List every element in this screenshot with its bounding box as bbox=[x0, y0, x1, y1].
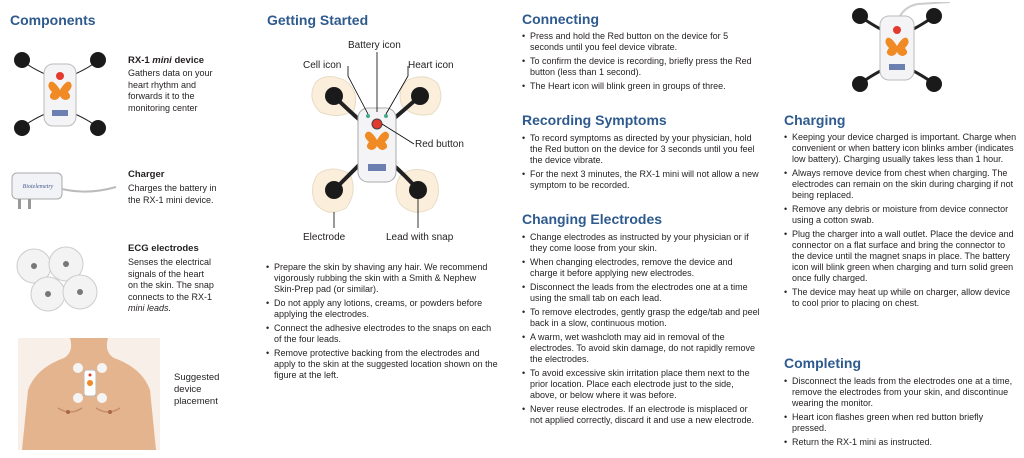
rx1-device-illustration bbox=[10, 48, 110, 140]
charging-bullet: • Remove any debris or moisture from device connector using a cotton swab. bbox=[784, 204, 1020, 226]
recording-bullet: • For the next 3 minutes, the RX-1 mini will not allow a new symptom to be recorded. bbox=[522, 169, 760, 191]
connecting-bullet: • Press and hold the Red button on the device for 5 seconds until you feel device vibrate. bbox=[522, 31, 760, 53]
connecting-bullet: • The Heart icon will blink green in groups of three. bbox=[522, 81, 760, 92]
changing-bullet: • When changing electrodes, remove the device and charge it before applying new electrodes. bbox=[522, 257, 760, 279]
changing-electrodes-heading: Changing Electrodes bbox=[522, 211, 663, 227]
changing-bullet: • Disconnect the leads from the electrodes one at a time using the small tab on each lead. bbox=[522, 282, 760, 304]
changing-list bbox=[522, 232, 760, 429]
callout-red-button: Red button bbox=[415, 139, 464, 150]
changing-bullet: • Change electrodes as instructed by your physician or if they come loose from your skin. bbox=[522, 232, 760, 254]
changing-bullet: • A warm, wet washcloth may aid in removal of the electrodes. To avoid skin damage, do not rapidly remove the electrodes. bbox=[522, 332, 760, 365]
electrodes-desc: Senses the electrical signals of the heart on the skin. The snap connects to the RX-1 mini leads. bbox=[128, 257, 214, 313]
callout-electrode: Electrode bbox=[303, 232, 346, 243]
getting-started-heading: Getting Started bbox=[267, 12, 369, 28]
recording-symptoms-heading: Recording Symptoms bbox=[522, 112, 667, 128]
callout-heart-icon: Heart icon bbox=[408, 60, 454, 71]
device-diagram bbox=[296, 52, 496, 232]
getting-started-bullet: • Prepare the skin by shaving any hair. We recommend vigorously rubbing the skin with a Smith & Nephew Skin-Prep pad (or similar). bbox=[266, 262, 498, 295]
callout-lead-with-snap: Lead with snap bbox=[386, 232, 454, 243]
charging-bullet: • The device may heat up while on charger, allow device to cool prior to placing on chest. bbox=[784, 287, 1020, 309]
changing-bullet: • To remove electrodes, gently grasp the edge/tab and peel back in a slow, continuous motion. bbox=[522, 307, 760, 329]
device-desc: Gathers data on your heart rhythm and forwards it to the monitoring center bbox=[128, 68, 213, 113]
placement-desc: Suggested device placement bbox=[174, 372, 220, 407]
charger-title: Charger bbox=[128, 169, 165, 180]
charging-bullet: • Keeping your device charged is important. Charge when convenient or when battery icon blinks amber (indicates low battery). Charging usually takes less than 1 hour. bbox=[784, 132, 1020, 165]
device-title: RX-1 mini device bbox=[128, 55, 205, 66]
changing-bullet: • Never reuse electrodes. If an electrode is misplaced or not applied correctly, discard it and use a new electrode. bbox=[522, 404, 760, 426]
middle-column bbox=[512, 0, 768, 458]
connecting-heading: Connecting bbox=[522, 11, 599, 27]
getting-started-column bbox=[256, 0, 504, 458]
getting-started-bullet: • Do not apply any lotions, creams, or powders before applying the electrodes. bbox=[266, 298, 498, 320]
charging-heading: Charging bbox=[784, 112, 846, 128]
charger-desc: Charges the battery in the RX-1 mini device. bbox=[128, 183, 217, 205]
getting-started-bullet: • Connect the adhesive electrodes to the snaps on each of the four leads. bbox=[266, 323, 498, 345]
completing-heading: Completing bbox=[784, 355, 861, 371]
getting-started-bullet: • Remove protective backing from the electrodes and apply to the skin at the suggested location shown on the figure at the left. bbox=[266, 348, 498, 381]
charging-bullet: • Plug the charger into a wall outlet. Place the device and connector on a flat surface and bring the connector to the device until the magnet snaps in place. The battery icon will blink green when charging and turn solid green once fully charged. bbox=[784, 229, 1020, 284]
charging-device-illustration bbox=[842, 2, 952, 94]
completing-list bbox=[784, 376, 1020, 451]
changing-bullet: • To avoid excessive skin irritation place them next to the prior location. Place each electrode just to the side, above, or below where it was before. bbox=[522, 368, 760, 401]
completing-bullet: • Return the RX-1 mini as instructed. bbox=[784, 437, 1020, 448]
charging-list bbox=[784, 132, 1020, 312]
connecting-bullet: • To confirm the device is recording, briefly press the Red button (less than 1 second). bbox=[522, 56, 760, 78]
completing-bullet: • Disconnect the leads from the electrodes one at a time, remove the electrodes from your skin, and discontinue wearing the monitor. bbox=[784, 376, 1020, 409]
components-heading: Components bbox=[10, 12, 96, 28]
recording-bullet: • To record symptoms as directed by your physician, hold the Red button on the device for 3 seconds until you feel the device vibrate. bbox=[522, 133, 760, 166]
completing-bullet: • Heart icon flashes green when red button briefly pressed. bbox=[784, 412, 1020, 434]
electrodes-title: ECG electrodes bbox=[128, 243, 199, 254]
components-column bbox=[0, 0, 240, 458]
charger-illustration bbox=[8, 165, 120, 215]
device-placement-torso bbox=[18, 338, 160, 450]
charging-bullet: • Always remove device from chest when charging. The electrodes can remain on the skin during charging if not being replaced. bbox=[784, 168, 1020, 201]
recording-list bbox=[522, 133, 760, 194]
ecg-electrodes-illustration bbox=[10, 244, 120, 316]
connecting-list bbox=[522, 31, 760, 95]
getting-started-list bbox=[266, 262, 498, 384]
svg-text:Biotelemetry: Biotelemetry bbox=[22, 184, 54, 190]
right-column bbox=[776, 0, 1024, 458]
callout-cell-icon: Cell icon bbox=[303, 60, 342, 71]
callout-battery-icon: Battery icon bbox=[348, 40, 401, 51]
